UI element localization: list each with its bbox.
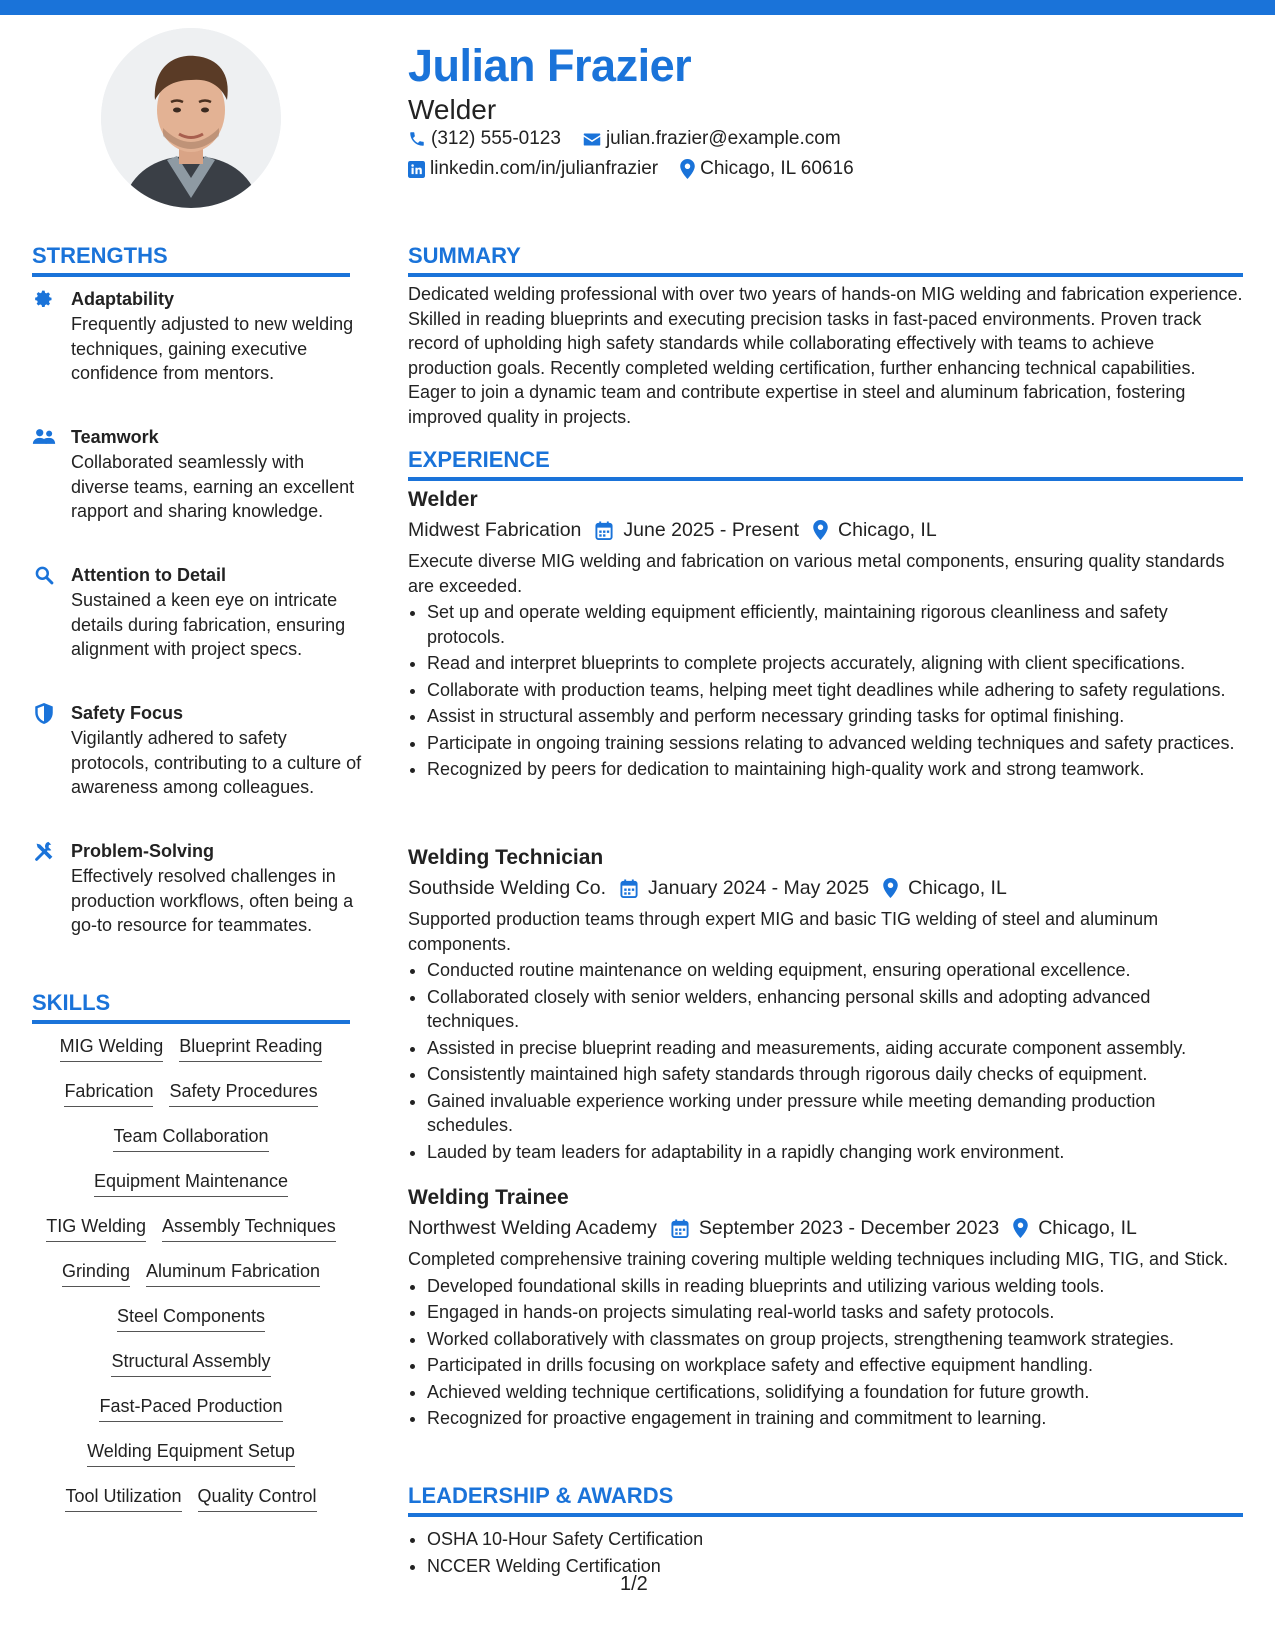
skill-row xyxy=(32,1215,350,1260)
job-bullet: • Developed foundational skills in reading blueprints and utilizing various welding tools. xyxy=(427,1274,1243,1299)
strength-desc: Effectively resolved challenges in production workflows, often being a go-to resource for teammates. xyxy=(71,866,354,935)
strength-desc: Collaborated seamlessly with diverse teams, earning an excellent rapport and sharing knowledge. xyxy=(71,452,355,521)
email-icon xyxy=(583,132,601,147)
strength-item xyxy=(32,287,362,386)
skill-row xyxy=(32,1260,350,1305)
skills-list xyxy=(32,1035,350,1530)
calendar-icon xyxy=(595,521,613,540)
job-location-item xyxy=(813,516,937,544)
skill-tag: Grinding xyxy=(62,1260,130,1287)
awards-heading: LEADERSHIP & AWARDS xyxy=(408,1483,1243,1517)
strength-desc: Sustained a keen eye on intricate details during fabrication, ensuring alignment with project specs. xyxy=(71,590,346,659)
strength-title: Teamwork xyxy=(71,427,159,447)
job-dates-item xyxy=(620,874,869,902)
job-bullet: • Achieved welding technique certifications, solidifying a foundation for future growth. xyxy=(427,1380,1243,1405)
skill-row xyxy=(32,1440,350,1485)
map-pin-icon xyxy=(813,520,828,540)
candidate-name: Julian Frazier xyxy=(408,40,692,91)
skill-row xyxy=(32,1350,350,1395)
job-company: Southside Welding Co. xyxy=(408,877,607,899)
phone-icon xyxy=(408,130,426,148)
calendar-icon xyxy=(620,879,638,898)
profile-photo xyxy=(101,28,281,208)
job-dates-item xyxy=(595,516,799,544)
map-pin-icon xyxy=(680,159,695,179)
skill-tag: Fabrication xyxy=(64,1080,153,1107)
strength-title: Problem-Solving xyxy=(71,841,215,861)
skills-heading: SKILLS xyxy=(32,990,350,1024)
job-dates: January 2024 - May 2025 xyxy=(648,877,870,899)
job-bullet: • Assisted in precise blueprint reading and measurements, aiding accurate component assembly. xyxy=(427,1036,1243,1061)
job-bullet: • Worked collaboratively with classmates on group projects, strengthening teamwork strategies. xyxy=(427,1327,1243,1352)
job-entry xyxy=(408,1184,1243,1433)
phone-item xyxy=(408,128,561,150)
skill-tag: Equipment Maintenance xyxy=(94,1170,288,1197)
job-description: Completed comprehensive training covering multiple welding techniques including MIG, TIG, and Stick. xyxy=(408,1249,1229,1269)
tools-icon xyxy=(32,839,56,863)
job-bullets xyxy=(408,1274,1243,1431)
search-icon xyxy=(32,563,56,587)
map-pin-icon xyxy=(883,878,898,898)
job-title: Welder xyxy=(408,488,478,511)
job-entry xyxy=(408,486,1243,784)
skill-row xyxy=(32,1395,350,1440)
strength-item xyxy=(32,425,362,524)
job-location: Chicago, IL xyxy=(908,877,1007,899)
location-text: Chicago, IL 60616 xyxy=(700,158,854,179)
skill-row xyxy=(32,1485,350,1530)
email-item[interactable] xyxy=(583,128,841,150)
calendar-icon xyxy=(671,1219,689,1238)
job-location: Chicago, IL xyxy=(1038,1217,1137,1239)
job-meta xyxy=(408,874,1243,902)
job-bullet: • Gained invaluable experience working under pressure while meeting demanding production schedules. xyxy=(427,1089,1243,1138)
job-bullet: • Engaged in hands-on projects simulating real-world tasks and safety protocols. xyxy=(427,1300,1243,1325)
strength-item xyxy=(32,701,362,800)
award-item: • NCCER Welding Certification xyxy=(427,1554,1243,1579)
job-bullet: • Consistently maintained high safety standards through rigorous daily checks of equipment. xyxy=(427,1062,1243,1087)
location-item xyxy=(680,158,854,180)
top-accent-bar xyxy=(0,0,1275,15)
job-bullet: • Assist in structural assembly and perform necessary grinding tasks for optimal finishing. xyxy=(427,704,1243,729)
job-bullets xyxy=(408,600,1243,782)
job-bullet: • Read and interpret blueprints to complete projects accurately, aligning with client specifications. xyxy=(427,651,1243,676)
skill-row xyxy=(32,1170,350,1215)
experience-heading: EXPERIENCE xyxy=(408,447,1243,481)
job-bullet: • Lauded by team leaders for adaptability in a rapidly changing work environment. xyxy=(427,1140,1243,1165)
skill-tag: TIG Welding xyxy=(46,1215,146,1242)
strength-title: Safety Focus xyxy=(71,703,184,723)
strength-desc: Vigilantly adhered to safety protocols, contributing to a culture of awareness among colleagues. xyxy=(71,728,362,797)
page-number: 1/2 xyxy=(620,1573,648,1595)
job-bullet: • Collaborate with production teams, helping meet tight deadlines while adhering to safety regulations. xyxy=(427,678,1243,703)
strengths-heading: STRENGTHS xyxy=(32,243,350,277)
map-pin-icon xyxy=(1013,1218,1028,1238)
linkedin-url[interactable]: linkedin.com/in/julianfrazier xyxy=(430,158,659,179)
skill-tag: Welding Equipment Setup xyxy=(87,1440,295,1467)
job-bullet: • Participated in drills focusing on workplace safety and effective equipment handling. xyxy=(427,1353,1243,1378)
summary-heading: SUMMARY xyxy=(408,243,1243,277)
job-dates: September 2023 - December 2023 xyxy=(698,1217,1000,1239)
job-bullet: • Participate in ongoing training sessions relating to advanced welding techniques and safety practices. xyxy=(427,731,1243,756)
strength-title: Adaptability xyxy=(71,289,175,309)
job-location-item xyxy=(883,874,1007,902)
skill-tag: MIG Welding xyxy=(60,1035,164,1062)
skill-tag: Quality Control xyxy=(198,1485,317,1512)
strength-item xyxy=(32,839,362,938)
job-description: Execute diverse MIG welding and fabrication on various metal components, ensuring quality standards are exceeded. xyxy=(408,551,1225,596)
skill-row xyxy=(32,1125,350,1170)
job-dates-item xyxy=(671,1214,999,1242)
job-location-item xyxy=(1013,1214,1137,1242)
job-bullet: • Collaborated closely with senior welders, enhancing personal skills and adopting advanced techniques. xyxy=(427,985,1243,1034)
skill-tag: Aluminum Fabrication xyxy=(146,1260,320,1287)
strength-item xyxy=(32,563,362,662)
job-description: Supported production teams through expert MIG and basic TIG welding of steel and aluminum components. xyxy=(408,909,1159,954)
job-bullet: • Recognized for proactive engagement in training and commitment to learning. xyxy=(427,1406,1243,1431)
job-title: Welding Technician xyxy=(408,846,604,869)
skill-tag: Structural Assembly xyxy=(111,1350,270,1377)
email-address[interactable]: julian.frazier@example.com xyxy=(605,128,841,149)
users-icon xyxy=(32,425,56,449)
job-bullet: • Conducted routine maintenance on welding equipment, ensuring operational excellence. xyxy=(427,958,1243,983)
skill-tag: Tool Utilization xyxy=(65,1485,181,1512)
strength-title: Attention to Detail xyxy=(71,565,226,585)
job-entry xyxy=(408,844,1243,1166)
job-company: Northwest Welding Academy xyxy=(408,1217,657,1239)
skill-tag: Safety Procedures xyxy=(169,1080,317,1107)
gear-icon xyxy=(32,287,56,311)
job-bullet: • Set up and operate welding equipment efficiently, maintaining rigorous cleanliness and safety protocols. xyxy=(427,600,1243,649)
skill-tag: Assembly Techniques xyxy=(162,1215,336,1242)
strength-desc: Frequently adjusted to new welding techniques, gaining executive confidence from mentors. xyxy=(71,314,354,383)
skill-tag: Steel Components xyxy=(117,1305,265,1332)
skill-tag: Fast-Paced Production xyxy=(99,1395,282,1422)
skill-row xyxy=(32,1035,350,1080)
awards-bullets xyxy=(408,1527,1243,1578)
linkedin-icon xyxy=(408,161,425,178)
job-company: Midwest Fabrication xyxy=(408,519,582,541)
job-location: Chicago, IL xyxy=(838,519,937,541)
summary-text: Dedicated welding professional with over two years of hands-on MIG welding and fabrication experience. Skilled in reading blueprints and executing precision tasks in fast-paced environments. Proven track record of upholding high safety standards while collaborating effectively with teams to achieve production goals. Recently completed welding certification, further enhancing technical capabilities. Eager to join a dynamic team and contribute expertise in steel and aluminum fabrication, fostering improved quality in projects. xyxy=(408,284,1243,427)
job-bullets xyxy=(408,958,1243,1164)
job-bullet: • Recognized by peers for dedication to maintaining high-quality work and strong teamwork. xyxy=(427,757,1243,782)
job-meta xyxy=(408,516,1243,544)
job-meta xyxy=(408,1214,1243,1242)
linkedin-item[interactable] xyxy=(408,158,658,180)
shield-icon xyxy=(32,701,56,725)
contact-row-2 xyxy=(408,158,876,180)
job-title: Welding Trainee xyxy=(408,1186,569,1209)
skill-row xyxy=(32,1305,350,1350)
contact-row-1 xyxy=(408,128,863,150)
awards-list xyxy=(408,1527,1243,1580)
skill-tag: Team Collaboration xyxy=(113,1125,268,1152)
phone-number: (312) 555-0123 xyxy=(431,128,561,149)
skill-tag: Blueprint Reading xyxy=(179,1035,322,1062)
skill-row xyxy=(32,1080,350,1125)
award-item: • OSHA 10-Hour Safety Certification xyxy=(427,1527,1243,1552)
job-dates: June 2025 - Present xyxy=(623,519,800,541)
candidate-title: Welder xyxy=(408,94,497,125)
